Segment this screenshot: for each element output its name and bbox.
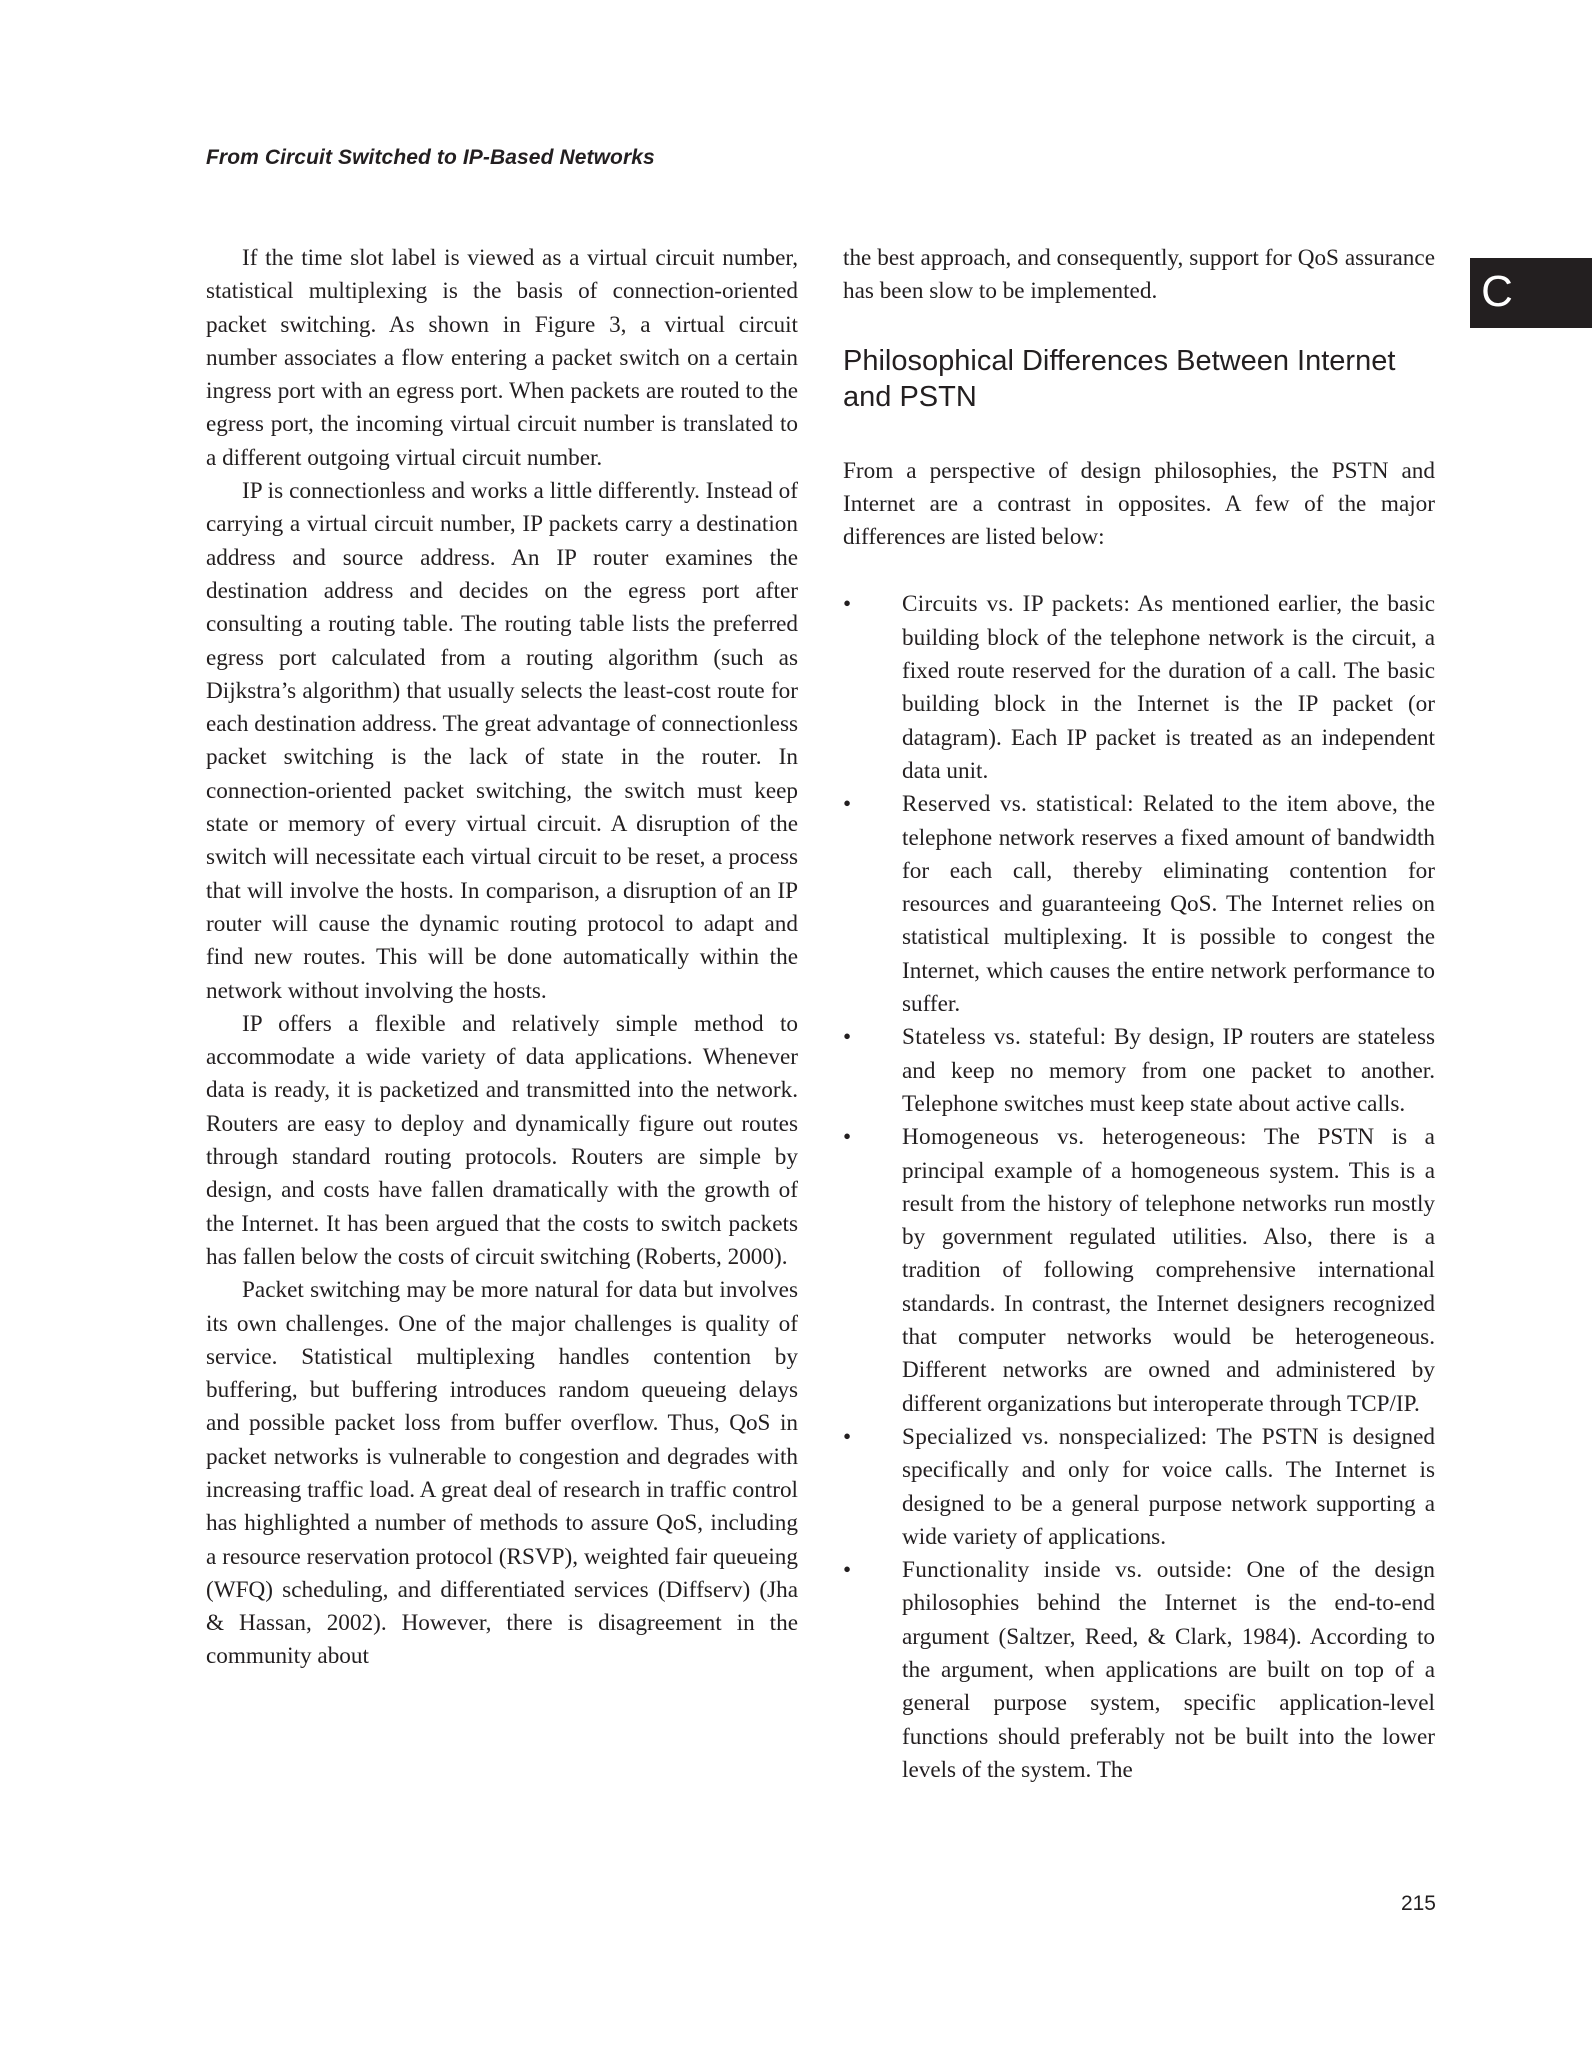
- list-item-term: Reserved vs. statistical:: [902, 791, 1134, 818]
- differences-list: [843, 588, 1435, 1787]
- page-number: 215: [1400, 1892, 1436, 1915]
- continued-paragraph: the best approach, and consequently, support for QoS assurance has been slow to be implemented.: [843, 245, 1435, 305]
- running-head: From Circuit Switched to IP-Based Networks: [206, 146, 655, 169]
- bullet-icon: •: [843, 1423, 852, 1450]
- body-paragraph: IP is connectionless and works a little differently. Instead of carrying a virtual circuit number, IP packets carry a destination address and source address. An IP router examines the destination address and decides on the egress port after consulting a routing table. The routing table lists the preferred egress port calculated from a routing algorithm (such as Dijkstra’s algorithm) that usually selects the least-cost route for each destination address. The great advantage of connectionless packet switching is the lack of state in the router. In connection-oriented packet switching, the switch must keep state or memory of every virtual circuit. A disruption of the switch will necessitate each virtual circuit to be reset, a process that will involve the hosts. In comparison, a disruption of an IP router will cause the dynamic routing protocol to adapt and find new routes. This will be done automatically within the network without involving the hosts.: [206, 478, 798, 1004]
- section-thumb-letter: C: [1481, 267, 1513, 316]
- list-item-text: Related to the item above, the telephone network reserves a fixed amount of bandwidth for each call, thereby eliminating contention for resources and guaranteeing QoS. The Internet relies on statistical multiplexing. It is possible to congest the Internet, which causes the entire network performance to suffer.: [902, 791, 1436, 1018]
- bullet-icon: •: [843, 1124, 852, 1151]
- bullet-icon: •: [843, 1557, 852, 1584]
- list-item: [843, 1421, 1435, 1554]
- left-column: [206, 242, 798, 1674]
- list-item-text: The PSTN is a principal example of a homogeneous system. This is a result from the history of telephone networks run mostly by government regulated utilities. Also, there is a tradition of following comprehensive international standards. In contrast, the Internet designers recognized that computer networks would be heterogeneous. Different networks are owned and administered by different organizations but interoperate through TCP/IP.: [902, 1124, 1435, 1417]
- bullet-icon: •: [843, 791, 852, 818]
- list-item: [843, 588, 1435, 788]
- list-item-text: By design, IP routers are stateless and keep no memory from one packet to another. Telephone switches must keep state about active calls.: [902, 1024, 1436, 1117]
- list-item-term: Homogeneous vs. heterogeneous:: [902, 1124, 1247, 1151]
- list-item-text: As mentioned earlier, the basic building block of the telephone network is the circuit, a fixed route reserved for the duration of a call. The basic building block in the Internet is the IP packet (or datagram). Each IP packet is treated as an independent data unit.: [902, 591, 1435, 784]
- right-column: [843, 242, 1435, 1787]
- body-paragraph: Packet switching may be more natural for data but involves its own challenges. One of the major challenges is quality of service. Statistical multiplexing handles contention by buffering, but buffering introduces random queueing delays and possible packet loss from buffer overflow. Thus, QoS in packet networks is vulnerable to congestion and degrades with increasing traffic load. A great deal of research in traffic control has highlighted a number of methods to assure QoS, including a resource reservation protocol (RSVP), weighted fair queueing (WFQ) scheduling, and differentiated services (Diffserv) (Jha & Hassan, 2002). However, there is disagreement in the community about: [206, 1277, 798, 1670]
- section-heading: Philosophical Differences Between Internet and PSTN: [843, 344, 1396, 413]
- list-item-term: Stateless vs. stateful:: [902, 1024, 1107, 1051]
- bullet-icon: •: [843, 1024, 852, 1051]
- list-item-text: One of the design philosophies behind the Internet is the end-to-end argument (Saltzer, Reed, & Clark, 1984). According to the argument, when applications are built on top of a general purpose system, specific application-level functions should preferably not be built into the lower levels of the system. The: [902, 1557, 1435, 1783]
- list-item-term: Circuits vs. IP packets:: [902, 591, 1131, 618]
- list-item-text: The PSTN is designed specifically and only for voice calls. The Internet is designed to be a general purpose network supporting a wide variety of applications.: [902, 1423, 1436, 1550]
- list-item: [843, 788, 1435, 1021]
- body-paragraph: IP offers a flexible and relatively simple method to accommodate a wide variety of data applications. Whenever data is ready, it is packetized and transmitted into the network. Routers are easy to deploy and dynamically figure out routes through standard routing protocols. Routers are simple by design, and costs have fallen dramatically with the growth of the Internet. It has been argued that the costs to switch packets has fallen below the costs of circuit switching (Roberts, 2000).: [206, 1010, 798, 1270]
- list-item: [843, 1021, 1435, 1121]
- intro-paragraph: From a perspective of design philosophies, the PSTN and Internet are a contrast in opposites. A few of the major differences are listed below:: [843, 457, 1435, 551]
- body-paragraph: If the time slot label is viewed as a virtual circuit number, statistical multiplexing is the basis of connection-oriented packet switching. As shown in Figure 3, a virtual circuit number associates a flow entering a packet switch on a certain ingress port with an egress port. When packets are routed to the egress port, the incoming virtual circuit number is translated to a different outgoing virtual circuit number.: [206, 245, 798, 471]
- list-item-term: Specialized vs. nonspecialized:: [902, 1423, 1208, 1450]
- bullet-icon: •: [843, 591, 852, 618]
- list-item-term: Functionality inside vs. outside:: [902, 1557, 1233, 1584]
- list-item: [843, 1121, 1435, 1421]
- list-item: [843, 1554, 1435, 1787]
